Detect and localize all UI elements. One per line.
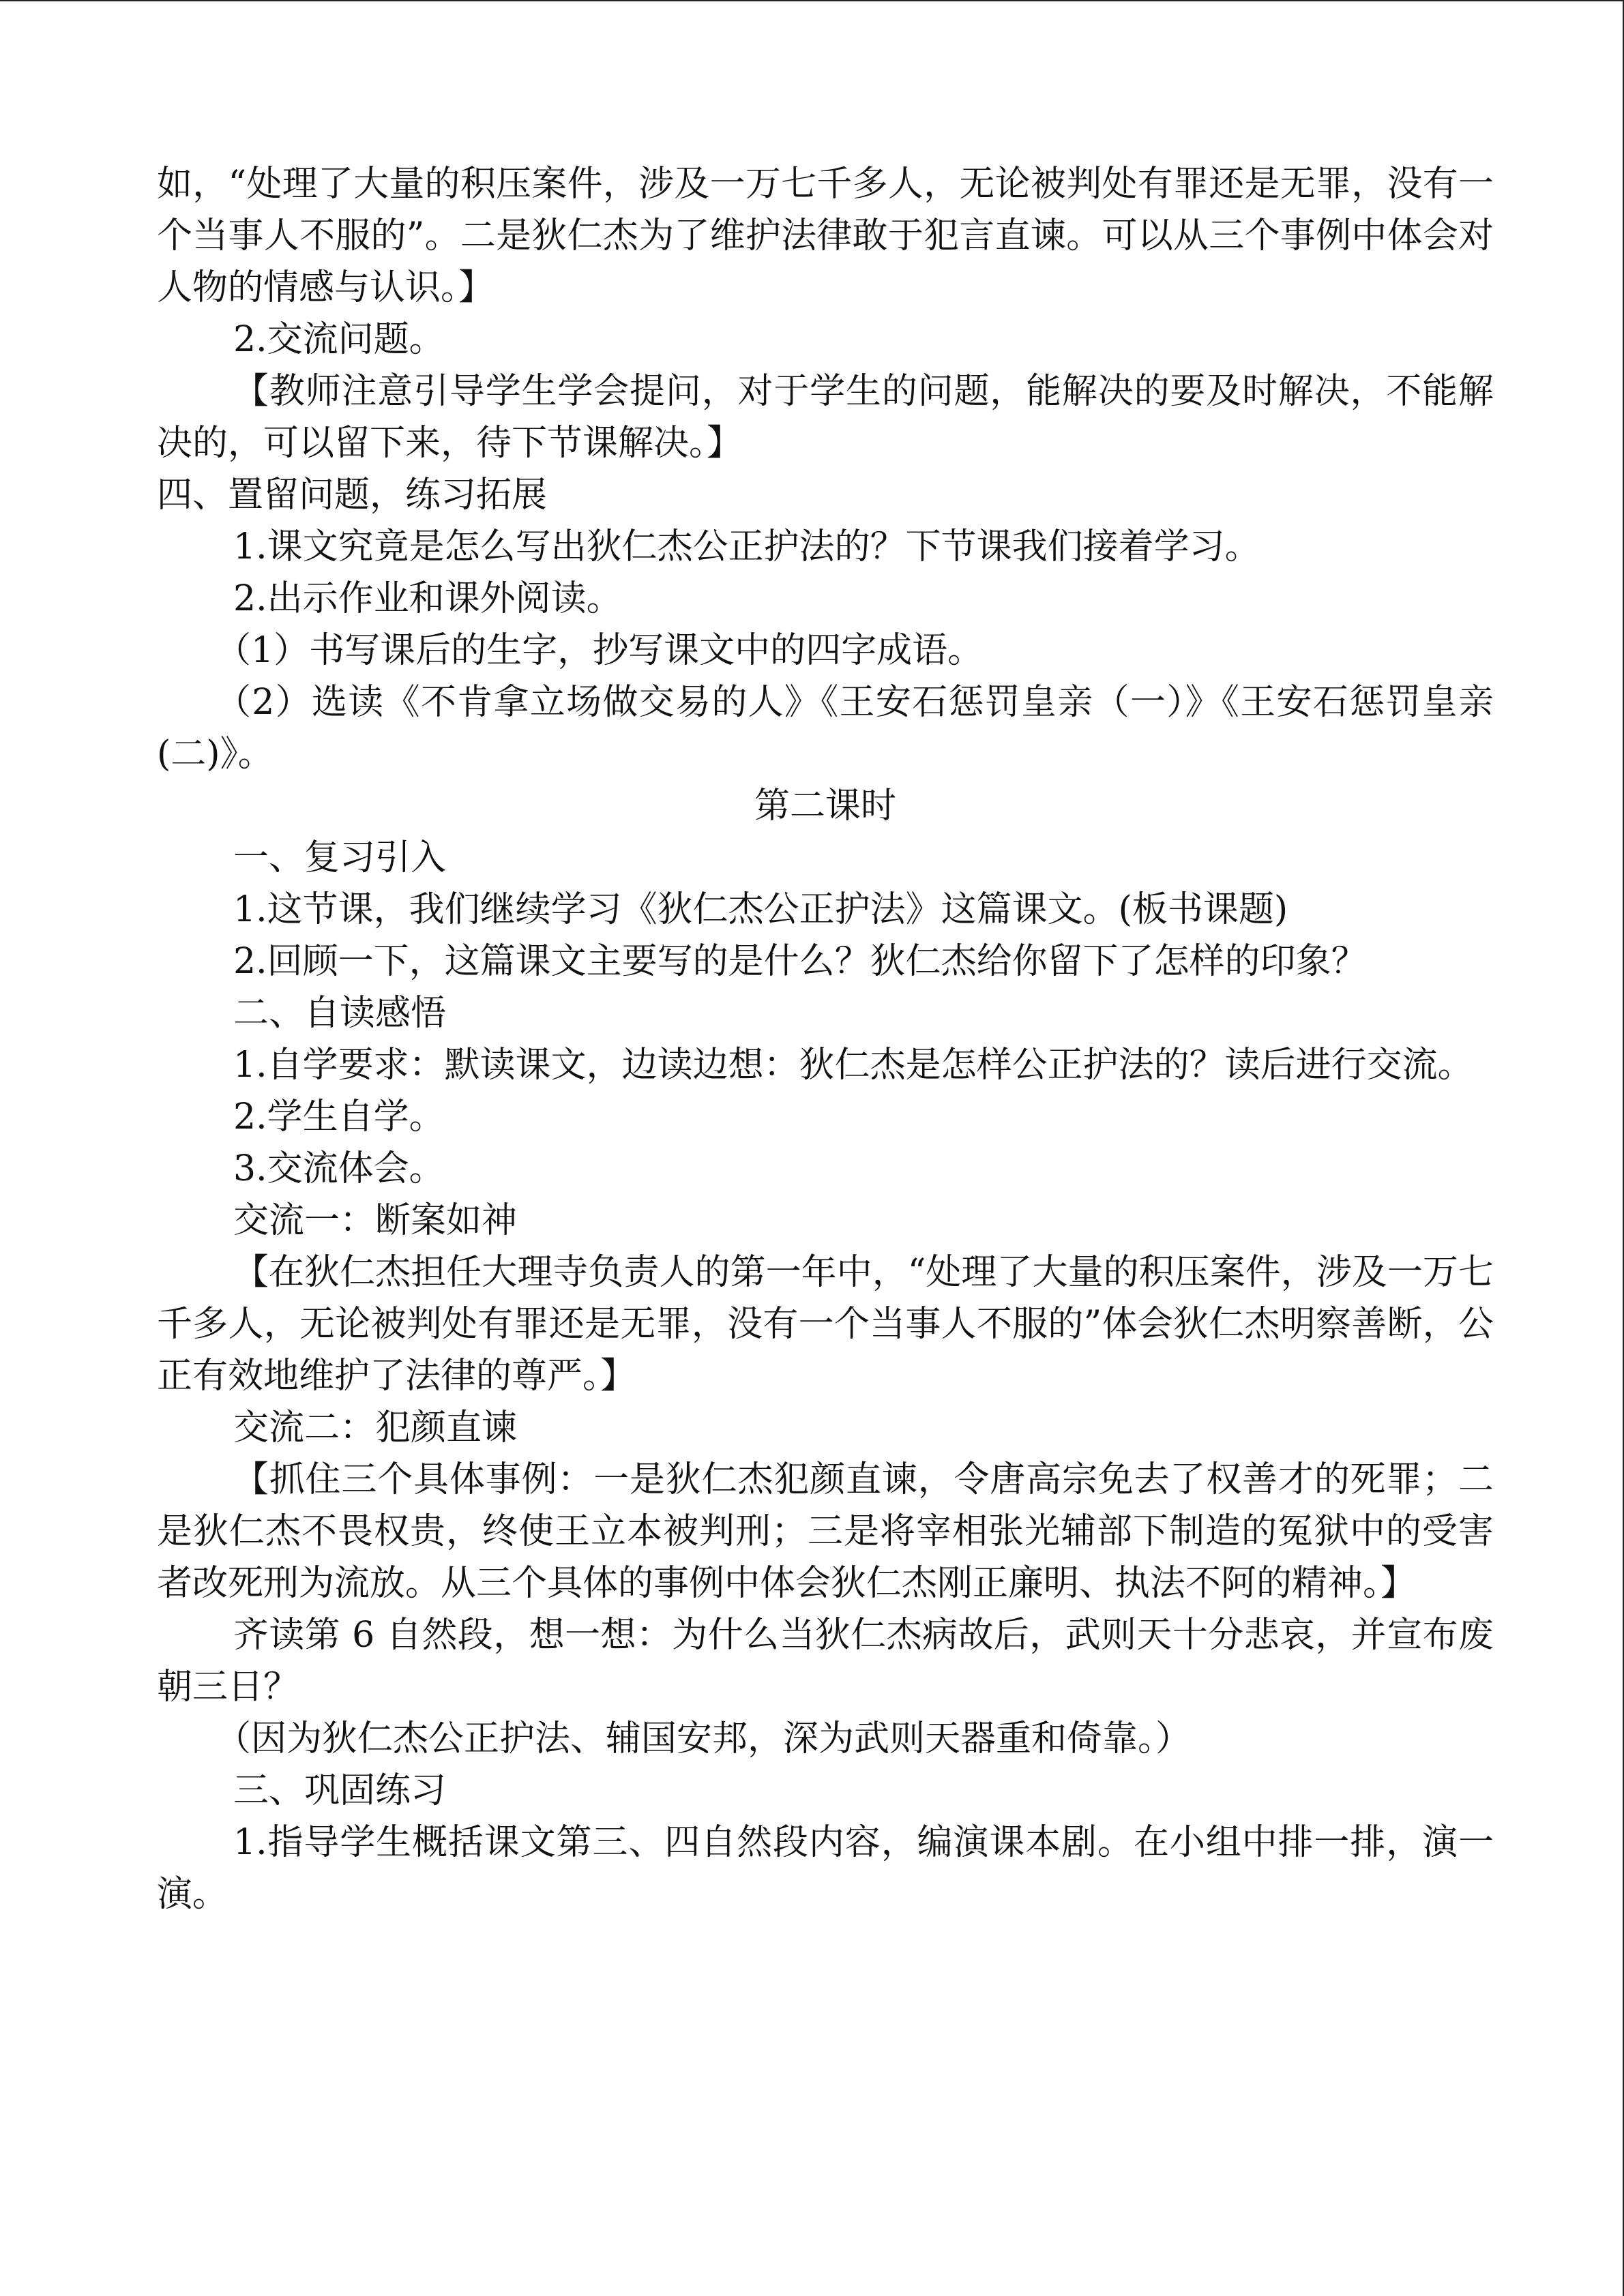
section-heading: 二、自读感悟 — [233, 993, 447, 1034]
paragraph: （因为狄仁杰公正护法、辅国安邦，深为武则天器重和倚靠。） — [216, 1718, 1192, 1759]
paragraph: 【抓住三个具体事例：一是狄仁杰犯颜直谏，令唐高宗免去了权善才的死罪；二是狄仁杰不畏权贵，终使王立本被判刑；三是将宰相张光辅部下制造的冤狱中的受害者改死刑为流放。从三个具体的事例中体会狄仁杰刚正廉明、执法不阿的精神。】 — [157, 1459, 1494, 1604]
paragraph: （2）选读《不肯拿立场做交易的人》《王安石惩罚皇亲（一）》《王安石惩罚皇亲(二)》。 — [157, 682, 1494, 775]
paragraph: 1.课文究竟是怎么写出狄仁杰公正护法的？下节课我们接着学习。 — [233, 526, 1260, 567]
paragraph: 如，“处理了大量的积压案件，涉及一万七千多人，无论被判处有罪还是无罪，没有一个当事人不服的”。二是狄仁杰为了维护法律敢于犯言直谏。可以从三个事例中体会对人物的情感与认识。】 — [157, 164, 1494, 308]
paragraph: （1）书写课后的生字，抄写课文中的四字成语。 — [216, 630, 984, 671]
section-heading: 一、复习引入 — [233, 837, 447, 878]
paragraph: 2.学生自学。 — [233, 1097, 445, 1137]
paragraph: 2.交流问题。 — [233, 319, 445, 360]
lesson-title: 第二课时 — [754, 786, 896, 826]
paragraph: 1.这节课，我们继续学习《狄仁杰公正护法》这篇课文。(板书课题) — [233, 889, 1288, 930]
subheading: 交流二：犯颜直谏 — [233, 1407, 518, 1448]
paragraph: 【在狄仁杰担任大理寺负责人的第一年中，“处理了大量的积压案件，涉及一万七千多人，无论被判处有罪还是无罪，没有一个当事人不服的”体会狄仁杰明察善断，公正有效地维护了法律的尊严。】 — [157, 1252, 1494, 1397]
subheading: 交流一：断案如神 — [233, 1200, 518, 1241]
paragraph: 【教师注意引导学生学会提问，对于学生的问题，能解决的要及时解决，不能解决的，可以留下来，待下节课解决。】 — [157, 371, 1494, 464]
paragraph: 2.回顾一下，这篇课文主要写的是什么？狄仁杰给你留下了怎样的印象？ — [233, 941, 1367, 982]
paragraph: 2.出示作业和课外阅读。 — [233, 578, 622, 619]
section-heading: 四、置留问题，练习拓展 — [157, 475, 548, 516]
paragraph: 3.交流体会。 — [233, 1148, 445, 1189]
paragraph: 齐读第 6 自然段，想一想：为什么当狄仁杰病故后，武则天十分悲哀，并宣布废朝三日？ — [157, 1615, 1494, 1708]
section-heading: 三、巩固练习 — [233, 1770, 447, 1811]
document-body — [157, 158, 1494, 1920]
paragraph: 1.自学要求：默读课文，边读边想：狄仁杰是怎样公正护法的？读后进行交流。 — [233, 1045, 1473, 1086]
paragraph: 1.指导学生概括课文第三、四自然段内容，编演课本剧。在小组中排一排，演一演。 — [157, 1822, 1494, 1915]
